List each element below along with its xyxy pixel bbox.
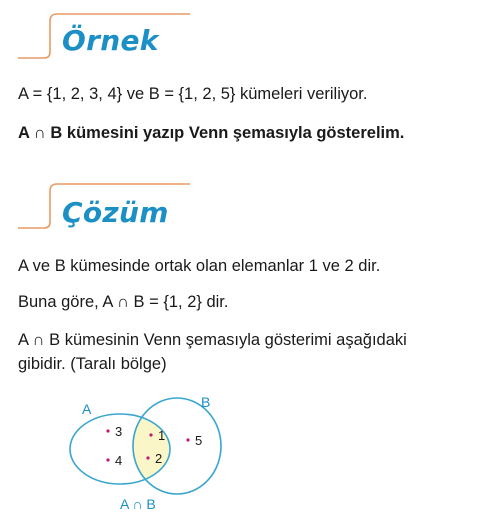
element-1: 1 bbox=[158, 428, 166, 443]
set-a-label: A bbox=[82, 401, 92, 417]
element-2: 2 bbox=[155, 451, 163, 466]
intersection-label: A ∩ B bbox=[120, 496, 156, 512]
set-b-label: B bbox=[201, 394, 211, 410]
solution-title: Çözüm bbox=[62, 196, 169, 229]
element-dot bbox=[146, 456, 149, 459]
solution-line-3: A ∩ B kümesinin Venn şemasıyla gösterimi aşağıdaki bbox=[18, 331, 407, 349]
element-dot bbox=[106, 458, 109, 461]
element-5: 5 bbox=[195, 433, 203, 448]
element-dot bbox=[186, 438, 189, 441]
example-task: A ∩ B kümesini yazıp Venn şemasıyla gösterelim. bbox=[18, 124, 405, 142]
example-title: Örnek bbox=[62, 24, 159, 57]
solution-line-2: Buna göre, A ∩ B = {1, 2} dir. bbox=[18, 293, 229, 311]
element-4: 4 bbox=[115, 453, 123, 468]
element-3: 3 bbox=[115, 424, 123, 439]
venn-diagram bbox=[0, 390, 260, 518]
example-statement: A = {1, 2, 3, 4} ve B = {1, 2, 5} kümeleri veriliyor. bbox=[18, 85, 368, 103]
element-dot bbox=[149, 433, 152, 436]
element-dot bbox=[106, 429, 109, 432]
solution-line-1: A ve B kümesinde ortak olan elemanlar 1 ve 2 dir. bbox=[18, 257, 381, 275]
solution-line-4: gibidir. (Taralı bölge) bbox=[18, 355, 167, 373]
